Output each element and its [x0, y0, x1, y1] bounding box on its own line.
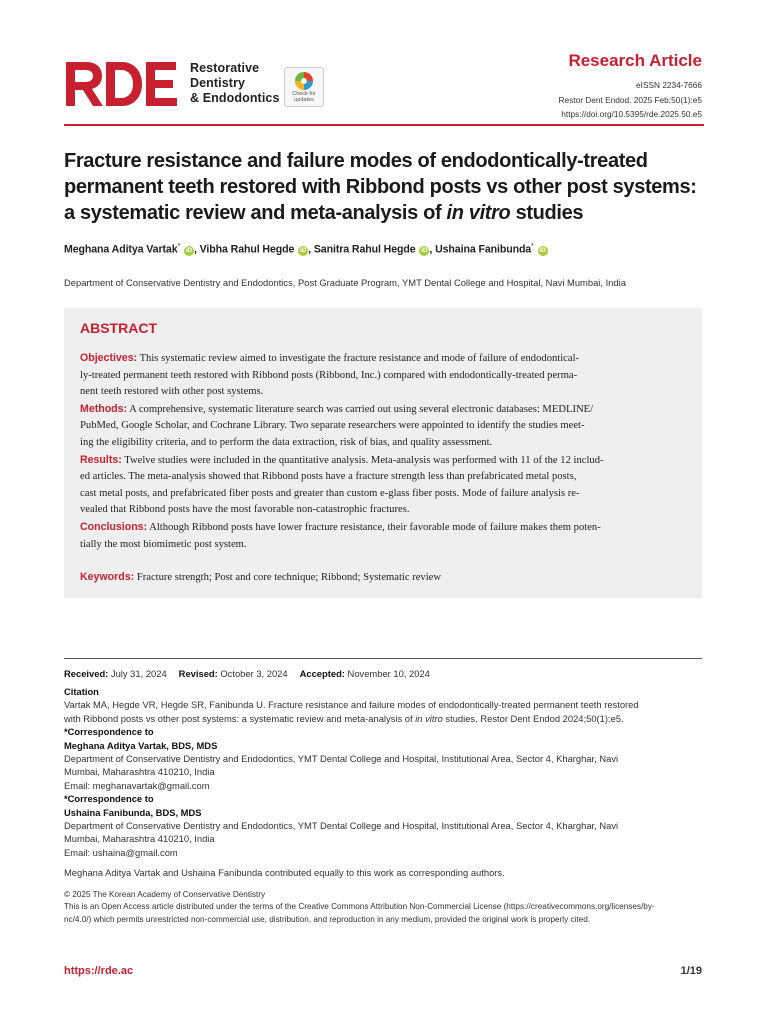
- abstract-body: Objectives: This systematic review aimed to investigate the fracture resistance and mode of failure of endodontical- ly-treated permanent teeth restored with Ribbond posts (Ribbond, Inc.) compared with endodontically-treated perma- nent teeth restored with other post systems. Methods: A comprehensive, systematic literature search was carried out using several electronic databases: MEDLINE/ PubMed, Google Scholar, and Cochrane Library. Two separate researchers were appointed to identify the studies meet- ing the eligibility criteria, and to perform the data extraction, risk of bias, and quality assessment. Results: Twelve studies were included in the quantitative analysis. Meta-analysis was performed with 11 of the 12 includ- ed articles. The meta-analysis showed that Ribbond posts have a fracture strength less than prefabricated metal posts, cast metal posts, and prefabricated fiber posts and greater than custom e-glass fiber posts. Mode of failure analysis re- vealed that Ribbond posts have the most favorable non-catastrophic fractures. Conclusions: Although Ribbond posts have lower fracture resistance, their favorable mode of failure makes them poten- tially the most biomimetic post system.: [80, 350, 688, 553]
- email-link[interactable]: Email: ushaina@gmail.com: [64, 846, 178, 858]
- author-name: Vibha Rahul Hegde: [199, 243, 295, 256]
- abstract-heading: ABSTRACT: [80, 320, 157, 336]
- equal-contribution-note: Meghana Aditya Vartak and Ushaina Fanibunda contributed equally to this work as corresponding authors.: [64, 867, 505, 879]
- article-info: Citation Vartak MA, Hegde VR, Hegde SR, Fanibunda U. Fracture resistance and failure modes of endodontically-treated permanent teeth restored with Ribbond posts vs other post systems: a systematic review and meta-analysis of in vitro studies. Restor Dent Endod 2024;50(1):e5. *Correspondence to Meghana Aditya Vartak, BDS, MDS Department of Conservative Dentistry and Endodontics, YMT Dental College and Hospital, Institutional Area, Sector 4, Kharghar, Navi Mumbai, Maharashtra 410210, India Email: meghanavartak@gmail.com *Correspondence to Ushaina Fanibunda, BDS, MDS Department of Conservative Dentistry and Endodontics, YMT Dental College and Hospital, Institutional Area, Sector 4, Kharghar, Navi Mumbai, Maharashtra 410210, India Email: ushaina@gmail.com Meghana Aditya Vartak and Ushaina Fanibunda contributed equally to this work as corresponding authors.: [64, 685, 709, 880]
- orcid-icon[interactable]: iD: [539, 246, 546, 254]
- article-title: Fracture resistance and failure modes of endodontically-treated permanent teeth restored with Ribbond posts vs other post systems: a systematic review and meta-analysis of in vitro studies: [64, 150, 697, 224]
- info-divider: [64, 658, 702, 659]
- license-block: © 2025 The Korean Academy of Conservative Dentistry This is an Open Access article distributed under the terms of the Creative Commons Attribution Non-Commercial License (https://creativecommons.org/licenses/by- nc/4.0/) which permits unrestricted non-commercial use, distribution, and reproduction in any medium, provided the original work is properly cited.: [64, 889, 709, 926]
- methods-line: Methods: A comprehensive, systematic literature search was carried out using several electronic databases: MEDLINE/: [80, 402, 594, 415]
- affiliation: Department of Conservative Dentistry and Endodontics, Post Graduate Program, YMT Dental College and Hospital, Navi Mumbai, India: [64, 277, 626, 288]
- objectives-line: Objectives: This systematic review aimed to investigate the fracture resistance and mode of failure of endodontical-: [80, 352, 580, 364]
- author-name: Meghana Aditya Vartak: [64, 243, 178, 256]
- doi-link[interactable]: https://doi.org/10.5395/rde.2025.50.e5: [561, 109, 702, 119]
- email-link[interactable]: Email: meghanavartak@gmail.com: [64, 779, 210, 791]
- correspondence-heading: *Correspondence to: [64, 793, 154, 805]
- correspondent-name: Meghana Aditya Vartak, BDS, MDS: [64, 739, 218, 751]
- citation-heading: Citation: [64, 686, 99, 697]
- publication-meta: [559, 78, 702, 122]
- check-updates-icon: [294, 71, 314, 91]
- journal-url-link[interactable]: https://rde.ac: [64, 965, 134, 977]
- article-dates: Received: July 31, 2024 Revised: October 3, 2024 Accepted: November 10, 2024: [64, 668, 430, 679]
- orcid-icon[interactable]: iD: [185, 246, 193, 254]
- journal-citation: Restor Dent Endod. 2025 Feb;50(1):e5: [558, 94, 702, 105]
- orcid-icon[interactable]: iD: [300, 246, 307, 254]
- correspondence-heading: *Correspondence to: [64, 726, 154, 738]
- page-number: 1/19: [680, 965, 702, 977]
- results-line: Results: Twelve studies were included in the quantitative analysis. Meta-analysis was performed with 11 of the 12 includ-: [80, 453, 604, 466]
- copyright: © 2025 The Korean Academy of Conservative Dentistry: [64, 890, 266, 899]
- conclusions-line: Conclusions: Although Ribbond posts have lower fracture resistance, their favorable mode of failure makes them poten-: [80, 520, 601, 533]
- author-name: Sanitra Rahul Hegde: [313, 243, 416, 256]
- eissn: eISSN 2234-7666: [636, 80, 702, 90]
- correspondent-name: Ushaina Fanibunda, BDS, MDS: [64, 806, 202, 818]
- journal-name: Restorative Dentistry & Endodontics: [190, 61, 280, 105]
- author-name: Ushaina Fanibunda: [435, 243, 532, 256]
- header-divider: [64, 124, 704, 126]
- keywords: Keywords: Fracture strength; Post and core technique; Ribbond; Systematic review: [80, 571, 442, 583]
- rde-logo: [64, 60, 180, 108]
- article-type: Research Article: [568, 51, 702, 70]
- check-for-updates-button[interactable]: Check for updates: [284, 67, 324, 107]
- author-list: Meghana Aditya Vartak* iD , Vibha Rahul Hegde iD , Sanitra Rahul Hegde iD , Ushaina Fanibunda* iD: [64, 243, 546, 256]
- orcid-icon[interactable]: iD: [421, 246, 428, 254]
